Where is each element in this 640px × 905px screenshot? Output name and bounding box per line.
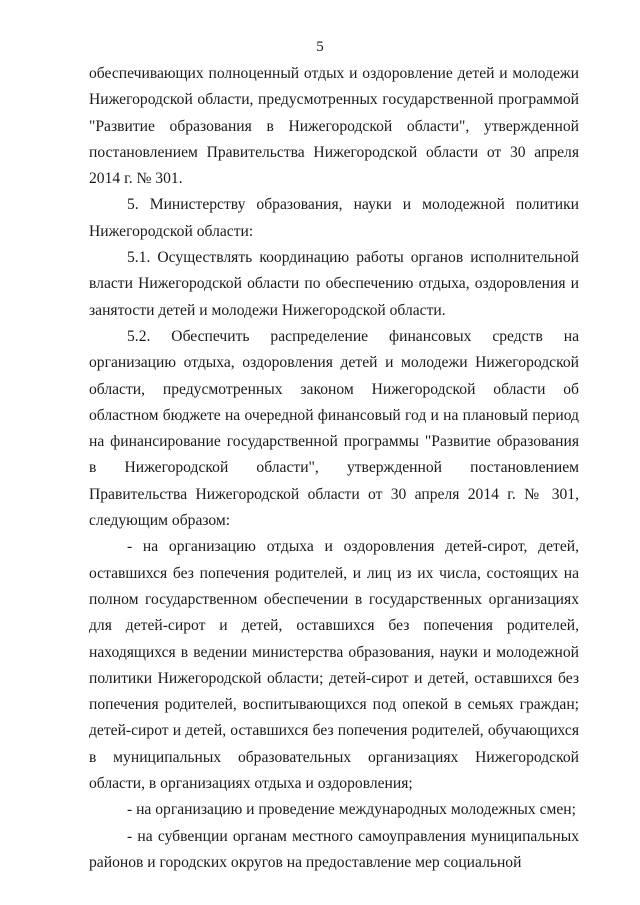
list-item-orphans-recreation: - на организацию отдыха и оздоровления детей-сирот, детей, оставшихся без попечения родителей, и лиц из их числа, состоящих на полном государственном обеспечении в государственных организациях для детей-сирот и детей, оставшихся без попечения родителей, находящихся в ведении министерства образования, науки и молодежной политики Нижегородской области; детей-сирот и детей, оставшихся без попечения родителей, воспитывающихся под опекой в семьях граждан; детей-сирот и детей, оставшихся без попечения родителей, обучающихся в муниципальных образовательных организациях Нижегородской области, в организациях отдыха и оздоровления; (89, 538, 579, 793)
list-item-international-shifts: - на организацию и проведение международных молодежных смен; (127, 801, 576, 819)
list-item-subventions: - на субвенции органам местного самоуправления муниципальных районов и городских округов на предоставление мер социальной (89, 827, 579, 871)
paragraph-item-5-1: 5.1. Осуществлять координацию работы органов исполнительной власти Нижегородской области по обеспечению отдыха, оздоровления и занятости детей и молодежи Нижегородской области. (89, 249, 579, 319)
page-number: 5 (316, 39, 324, 55)
paragraph-item-5-2: 5.2. Обеспечить распределение финансовых средств на организацию отдыха, оздоровления детей и молодежи Нижегородской области, предусмотренных законом Нижегородской области об областном бюджете на очередной финансовый год и на плановый период на финансирование государственной программы "Развитие образования в Нижегородской области", утвержденной постановлением Правительства Нижегородской области от 30 апреля 2014 г. № 301, следующим образом: (89, 327, 579, 530)
paragraph-item-5: 5. Министерству образования, науки и молодежной политики Нижегородской области: (89, 196, 579, 240)
paragraph-continuation: обеспечивающих полноценный отдых и оздоровление детей и молодежи Нижегородской области, предусмотренных государственной программой "Развитие образования в Нижегородской области", утвержденной постановлением Правительства Нижегородской области от 30 апреля 2014 г. № 301. (89, 65, 579, 188)
document-body (89, 61, 579, 876)
